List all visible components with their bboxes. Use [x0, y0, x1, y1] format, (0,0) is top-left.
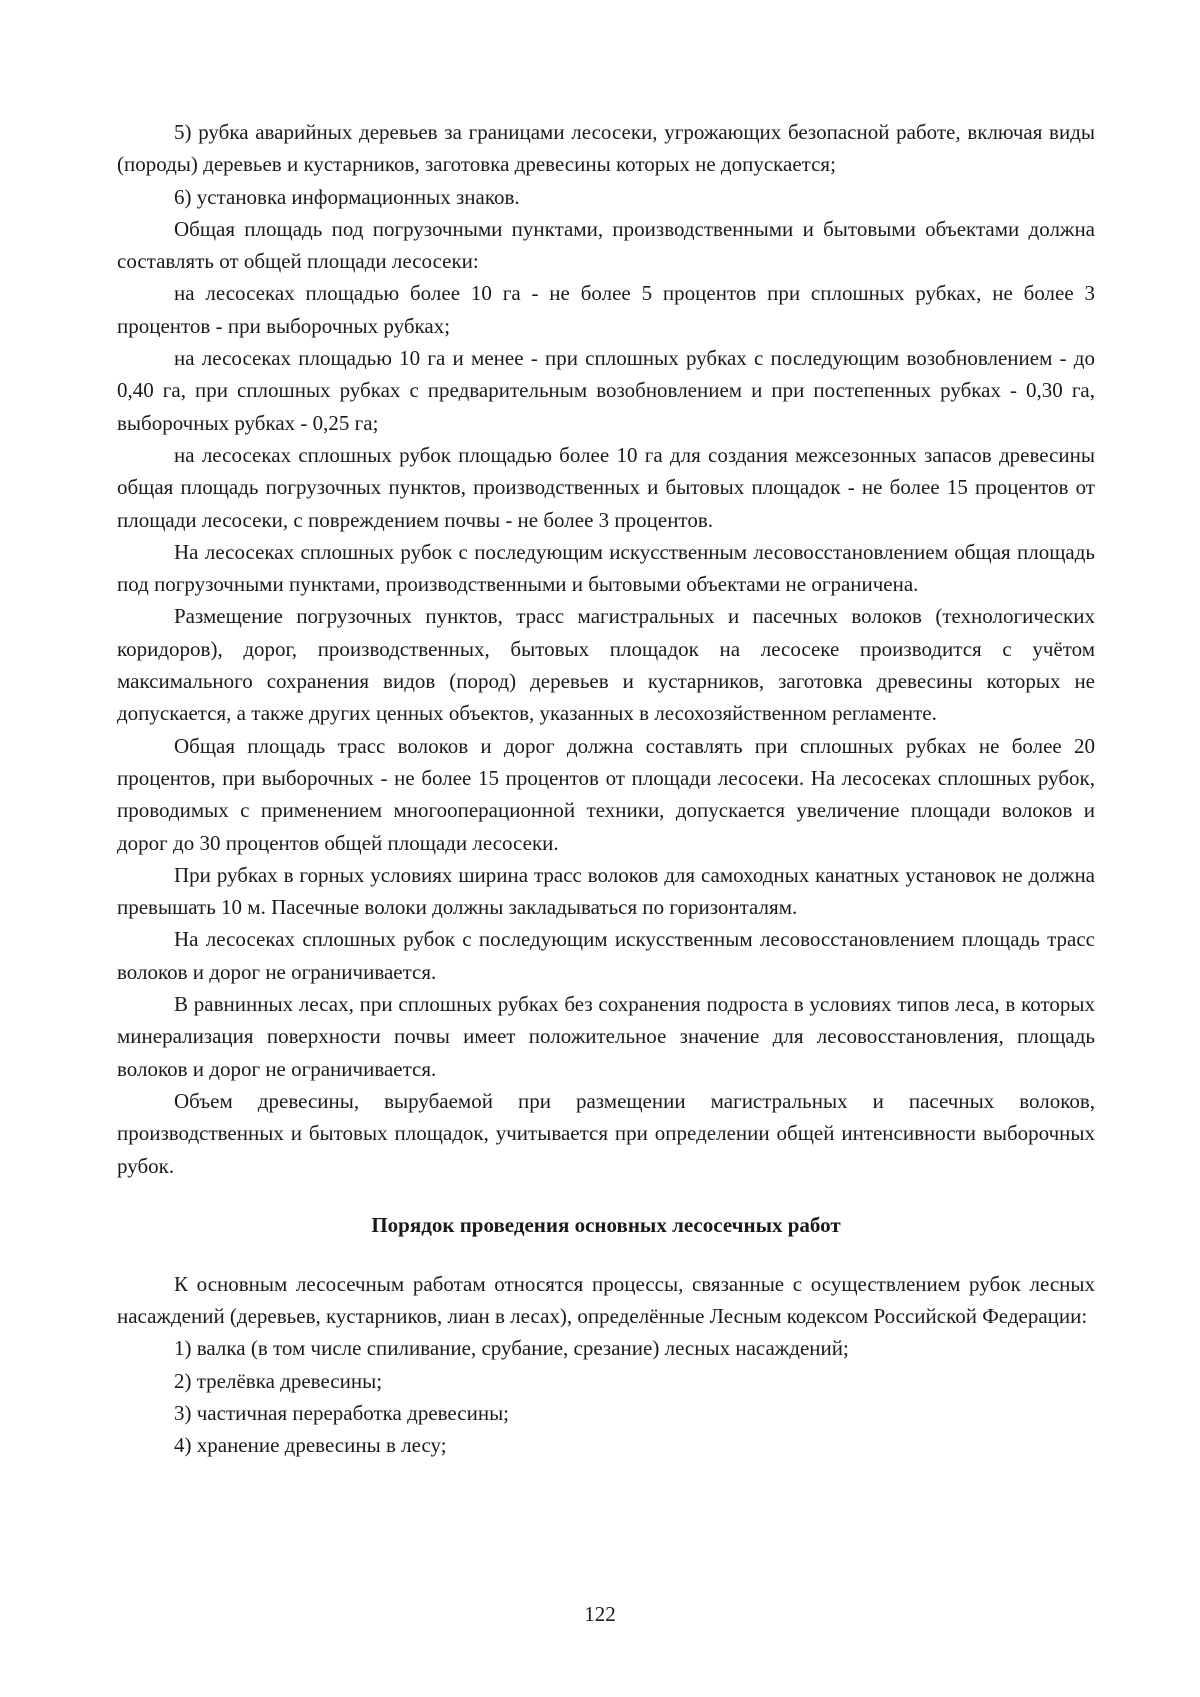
page-number: 122	[584, 1602, 616, 1626]
paragraph: На лесосеках сплошных рубок с последующим искусственным лесовосстановлением площадь трасс волоков и дорог не ограничивается.	[117, 927, 1095, 984]
document-page	[117, 116, 1095, 1462]
list-item: 3) частичная переработка древесины;	[174, 1400, 510, 1425]
list-item: 4) хранение древесины в лесу;	[174, 1433, 447, 1458]
paragraph: На лесосеках сплошных рубок с последующим искусственным лесовосстановлением общая площадь под погрузочными пунктами, производственными и бытовыми объектами не ограничена.	[117, 539, 1095, 597]
list-item: 2) трелёвка древесины;	[174, 1368, 383, 1393]
paragraph: В равнинных лесах, при сплошных рубках без сохранения подроста в условиях типов леса, в которых минерализация поверхности почвы имеет положительное значение для лесовосстановления, площадь волоков и дорог не ограничивается.	[117, 992, 1095, 1081]
paragraph: 5) рубка аварийных деревьев за границами лесосеки, угрожающих безопасной работе, включая виды (породы) деревьев и кустарников, заготовка древесины которых не допускается;	[117, 120, 1095, 177]
paragraph: Общая площадь под погрузочными пунктами, производственными и бытовыми объектами должна составлять от общей площади лесосеки:	[117, 216, 1095, 274]
paragraph: на лесосеках площадью 10 га и менее - при сплошных рубках с последующим возобновлением - до 0,40 га, при сплошных рубках с предварительным возобновлением и при постепенных рубках - 0,30 га, выборочных рубках - 0,25 га;	[117, 346, 1095, 435]
paragraph: Объем древесины, вырубаемой при размещении магистральных и пасечных волоков, производственных и бытовых площадок, учитывается при определении общей интенсивности выборочных рубок.	[117, 1088, 1095, 1178]
paragraph: К основным лесосечным работам относятся процессы, связанные с осуществлением рубок лесных насаждений (деревьев, кустарников, лиан в лесах), определённые Лесным кодексом Российской Федерации:	[117, 1271, 1095, 1329]
paragraph: При рубках в горных условиях ширина трасс волоков для самоходных канатных установок не должна превышать 10 м. Пасечные волоки должны закладываться по горизонталям.	[117, 862, 1095, 920]
section-heading: Порядок проведения основных лесосечных работ	[371, 1212, 841, 1237]
paragraph: на лесосеках площадью более 10 га - не более 5 процентов при сплошных рубках, не более 3 процентов - при выборочных рубках;	[117, 281, 1095, 338]
paragraph: Общая площадь трасс волоков и дорог должна составлять при сплошных рубках не более 20 процентов, при выборочных - не более 15 процентов от площади лесосеки. На лесосеках сплошных рубок, проводимых с применением многооперационной техники, допускается увеличение площади волоков и дорог до 30 процентов общей площади лесосеки.	[117, 733, 1095, 855]
paragraph: 6) установка информационных знаков.	[174, 184, 520, 209]
paragraph: Размещение погрузочных пунктов, трасс магистральных и пасечных волоков (технологических коридоров), дорог, производственных, бытовых площадок на лесосеке производится с учётом максимального сохранения видов (пород) деревьев и кустарников, заготовка древесины которых не допускается, а также других ценных объектов, указанных в лесохозяйственном регламенте.	[117, 604, 1095, 726]
list-item: 1) валка (в том числе спиливание, срубание, срезание) лесных насаждений;	[174, 1336, 849, 1361]
paragraph: на лесосеках сплошных рубок площадью более 10 га для создания межсезонных запасов древесины общая площадь погрузочных пунктов, производственных и бытовых площадок - не более 15 процентов от площади лесосеки, с повреждением почвы - не более 3 процентов.	[117, 442, 1095, 532]
